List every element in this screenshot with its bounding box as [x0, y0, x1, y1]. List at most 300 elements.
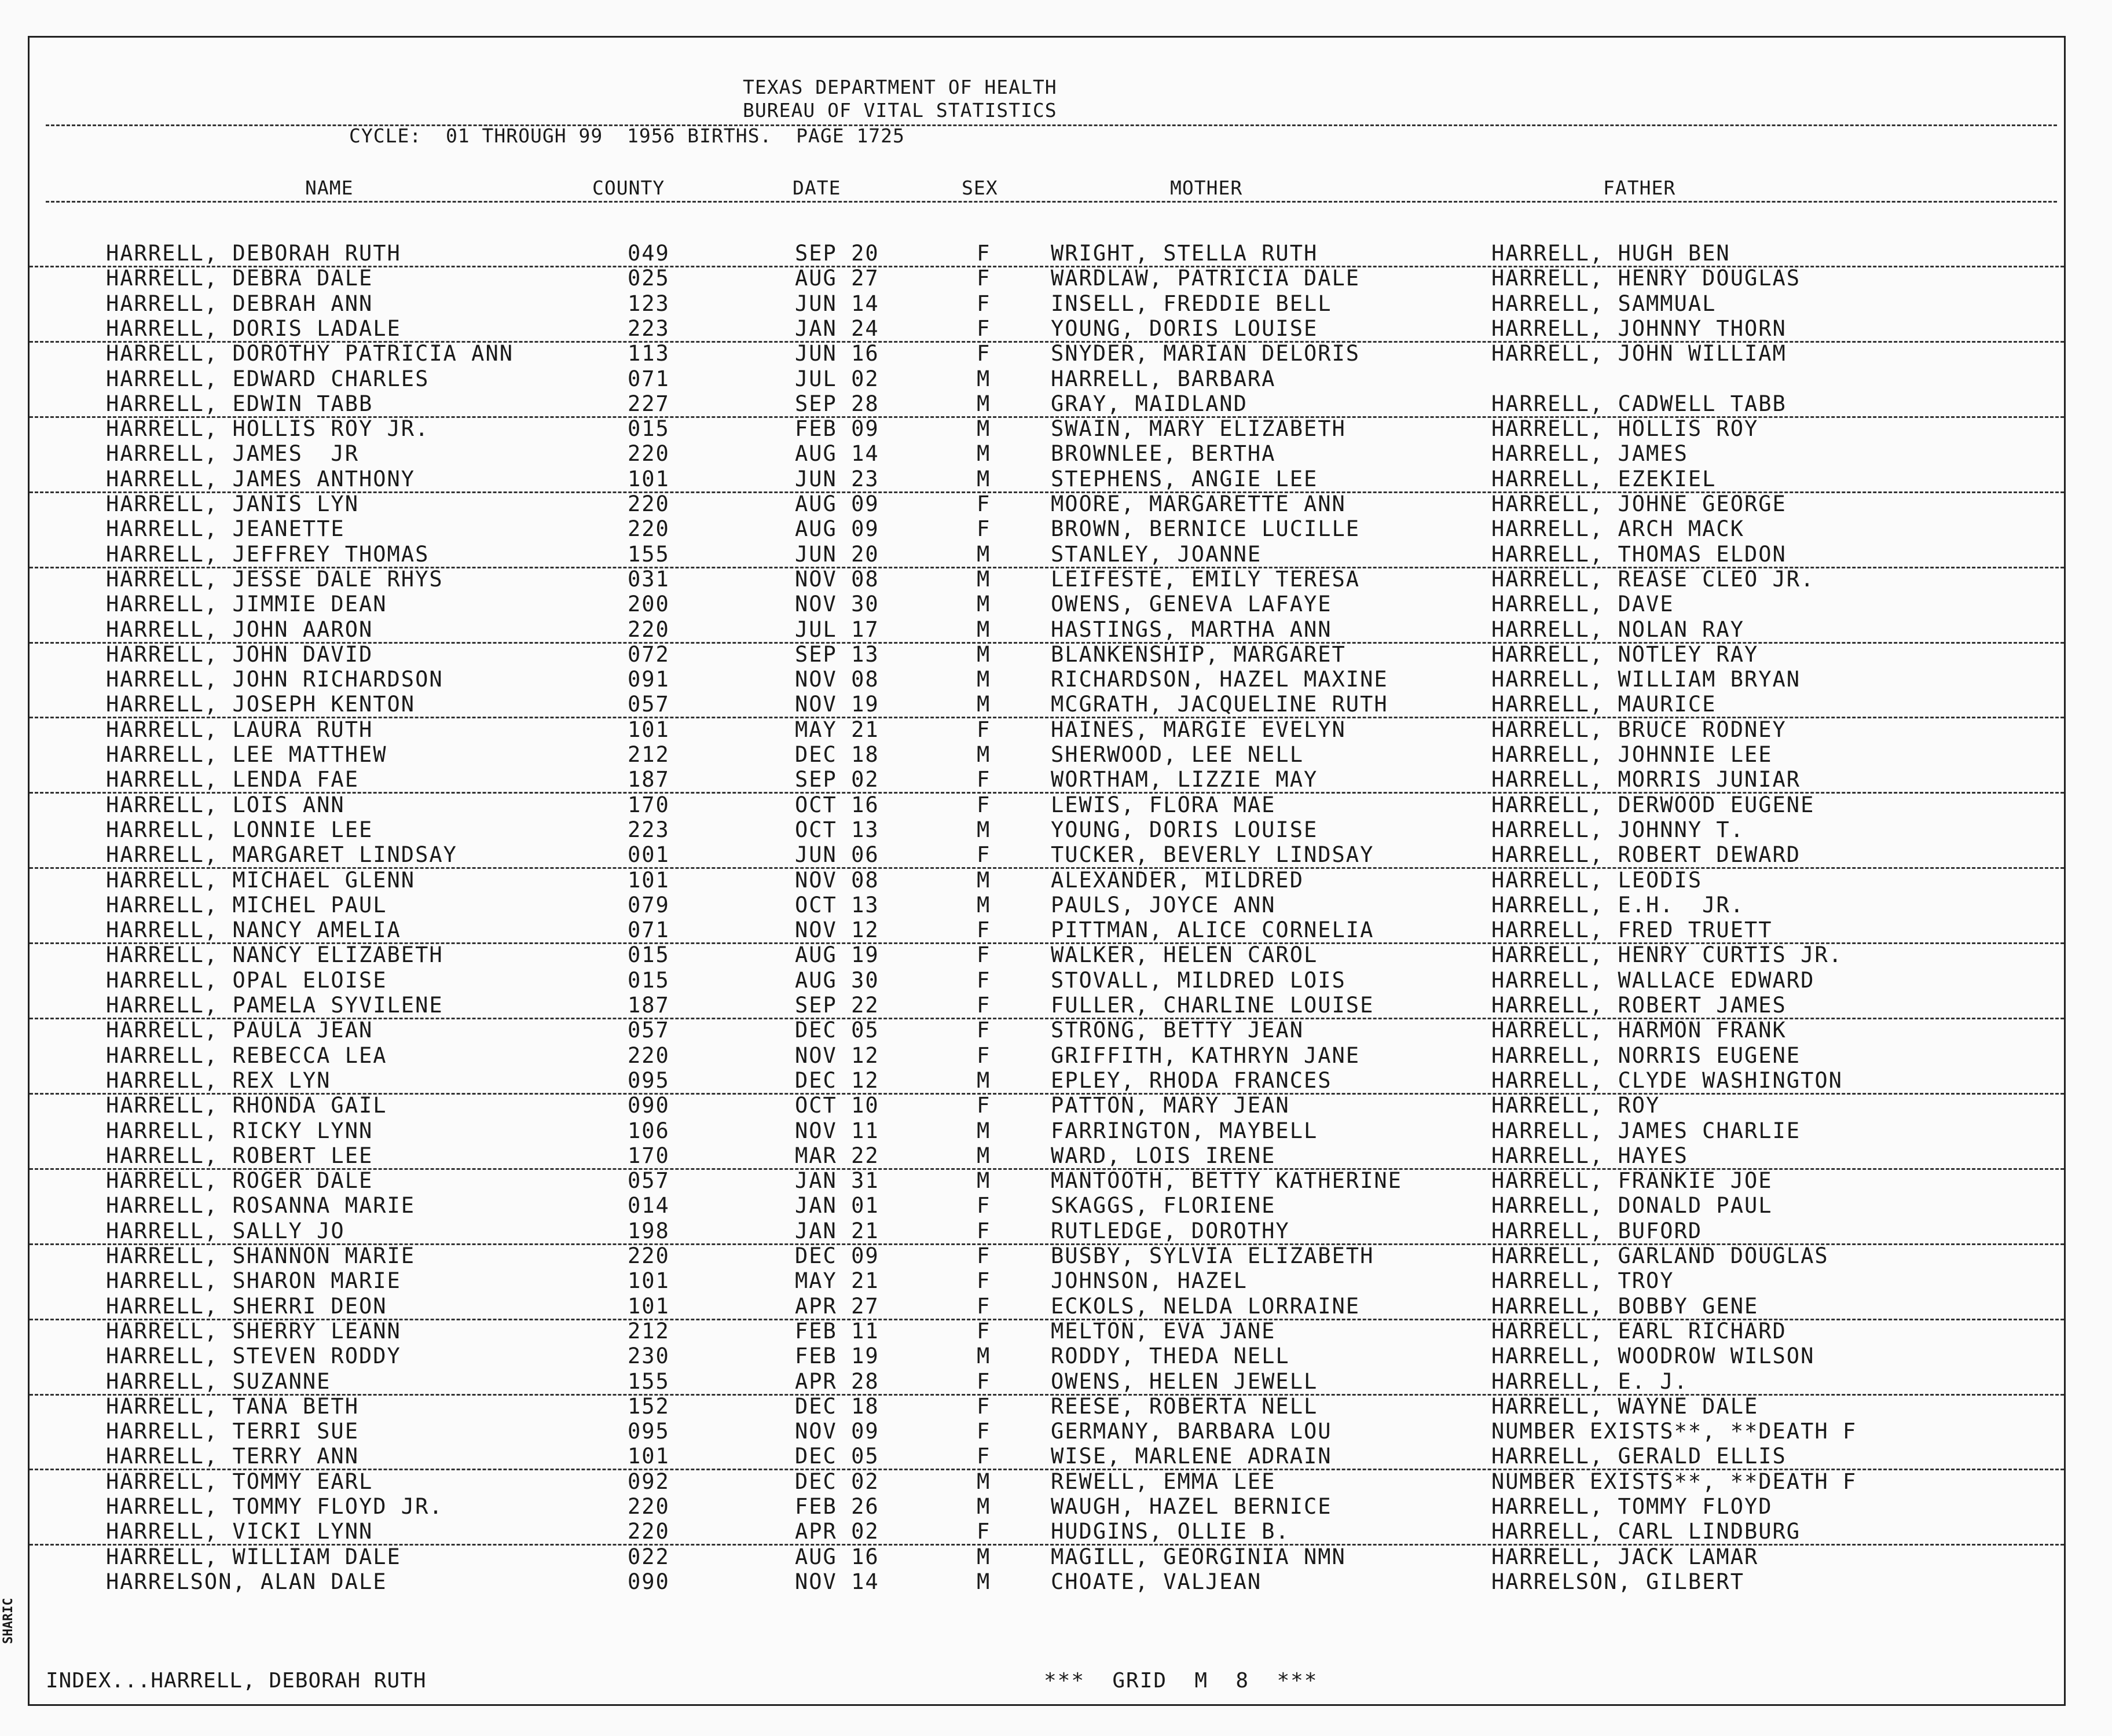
cell-name: HARRELL, JOHN AARON [106, 616, 373, 642]
cell-sex: F [977, 1193, 991, 1218]
cell-county: 200 [628, 592, 670, 617]
cell-name: HARRELL, MICHAEL GLENN [106, 867, 416, 893]
cell-date: FEB 19 [795, 1344, 879, 1369]
table-row [30, 567, 2064, 592]
cell-mother: WALKER, HELEN CAROL [1051, 942, 1318, 968]
table-row [30, 1294, 2064, 1320]
cell-sex: M [977, 1344, 991, 1369]
cell-mother: WRIGHT, STELLA RUTH [1051, 241, 1318, 266]
cell-name: HARRELL, VICKI LYNN [106, 1519, 373, 1544]
cell-date: DEC 05 [795, 1444, 879, 1469]
cell-date: NOV 12 [795, 917, 879, 943]
cell-father: HARRELL, WILLIAM BRYAN [1491, 667, 1801, 692]
cell-date: SEP 28 [795, 391, 879, 416]
cell-date: NOV 12 [795, 1043, 879, 1068]
table-row [30, 292, 2064, 316]
cell-county: 227 [628, 391, 670, 416]
table-row [30, 542, 2064, 568]
cell-date: AUG 16 [795, 1544, 879, 1569]
table-row [30, 918, 2064, 944]
cell-county: 230 [628, 1344, 670, 1369]
cell-date: FEB 11 [795, 1318, 879, 1344]
cell-father: HARRELL, CADWELL TABB [1491, 391, 1787, 416]
table-row [30, 1470, 2064, 1494]
cell-sex: F [977, 341, 991, 366]
cell-name: HARRELL, HOLLIS ROY JR. [106, 416, 430, 442]
cell-county: 072 [628, 641, 670, 667]
cell-mother: STRONG, BETTY JEAN [1051, 1018, 1304, 1043]
table-row [30, 1394, 2064, 1419]
cell-sex: M [977, 1143, 991, 1168]
cell-date: AUG 09 [795, 491, 879, 516]
cell-sex: F [977, 967, 991, 993]
cell-county: 212 [628, 1318, 670, 1344]
table-row [30, 1093, 2064, 1118]
cell-sex: M [977, 592, 991, 617]
cell-county: 152 [628, 1393, 670, 1419]
cell-date: MAY 21 [795, 717, 879, 742]
table-row [30, 943, 2064, 967]
cell-mother: SKAGGS, FLORIENE [1051, 1193, 1276, 1218]
table-row [30, 266, 2064, 291]
cell-sex: F [977, 315, 991, 341]
cell-father: HARRELL, JACK LAMAR [1491, 1544, 1759, 1569]
cell-sex: F [977, 1318, 991, 1344]
cell-date: MAR 22 [795, 1143, 879, 1168]
cell-county: 071 [628, 917, 670, 943]
cell-mother: SNYDER, MARIAN DELORIS [1051, 341, 1361, 366]
cell-county: 101 [628, 1293, 670, 1319]
table-row [30, 818, 2064, 842]
cell-county: 057 [628, 1018, 670, 1043]
cell-mother: HARRELL, BARBARA [1051, 366, 1276, 391]
column-header-rule [46, 201, 2057, 203]
cell-father: HARRELL, E.H. JR. [1491, 892, 1744, 917]
cell-father: HARRELL, JOHN WILLIAM [1491, 341, 1787, 366]
cell-date: JAN 31 [795, 1168, 879, 1194]
cell-county: 220 [628, 1519, 670, 1544]
header-line-1: TEXAS DEPARTMENT OF HEALTH [743, 76, 1057, 98]
table-row [30, 843, 2064, 869]
cell-county: 025 [628, 266, 670, 291]
cell-name: HARRELL, LONNIE LEE [106, 817, 373, 842]
table-row [30, 968, 2064, 993]
cell-date: MAY 21 [795, 1268, 879, 1294]
cell-name: HARRELSON, ALAN DALE [106, 1569, 387, 1594]
cell-date: JAN 01 [795, 1193, 879, 1218]
cell-father: HARRELL, DAVE [1491, 592, 1674, 617]
cell-mother: WAUGH, HAZEL BERNICE [1051, 1494, 1332, 1519]
cell-date: SEP 13 [795, 641, 879, 667]
header-line-2: BUREAU OF VITAL STATISTICS [743, 99, 1057, 122]
cell-county: 101 [628, 1444, 670, 1469]
cell-name: HARRELL, ROGER DALE [106, 1168, 373, 1194]
cell-name: HARRELL, TERRI SUE [106, 1419, 359, 1444]
cell-mother: GRIFFITH, KATHRYN JANE [1051, 1043, 1361, 1068]
table-row [30, 1069, 2064, 1095]
cell-father: HARRELL, EARL RICHARD [1491, 1318, 1787, 1344]
cell-sex: F [977, 516, 991, 542]
cell-father: HARRELL, HENRY DOUGLAS [1491, 266, 1801, 291]
table-row [30, 692, 2064, 718]
cell-date: AUG 09 [795, 516, 879, 542]
cell-date: AUG 30 [795, 967, 879, 993]
cell-father: HARRELL, LEODIS [1491, 867, 1703, 893]
cell-name: HARRELL, JAMES JR [106, 441, 359, 467]
cell-date: NOV 19 [795, 692, 879, 717]
cell-county: 057 [628, 692, 670, 717]
cell-county: 187 [628, 993, 670, 1018]
cell-date: NOV 08 [795, 566, 879, 592]
cell-mother: BROWN, BERNICE LUCILLE [1051, 516, 1361, 542]
cell-name: HARRELL, JESSE DALE RHYS [106, 566, 443, 592]
cell-sex: F [977, 1218, 991, 1243]
cell-county: 071 [628, 366, 670, 391]
cell-county: 090 [628, 1093, 670, 1118]
table-row [30, 618, 2064, 644]
cell-sex: F [977, 491, 991, 516]
cell-sex: F [977, 1519, 991, 1544]
cell-mother: HUDGINS, OLLIE B. [1051, 1519, 1290, 1544]
cell-name: HARRELL, RHONDA GAIL [106, 1093, 387, 1118]
cell-mother: WORTHAM, LIZZIE MAY [1051, 767, 1318, 792]
cell-date: NOV 08 [795, 667, 879, 692]
cell-county: 014 [628, 1193, 670, 1218]
cycle-line: CYCLE: 01 THROUGH 99 1956 BIRTHS. PAGE 1725 [349, 124, 905, 147]
cell-county: 101 [628, 867, 670, 893]
cell-county: 091 [628, 667, 670, 692]
cell-name: HARRELL, LEE MATTHEW [106, 742, 387, 767]
column-mother: MOTHER [1170, 177, 1243, 199]
cell-father: HARRELL, HENRY CURTIS JR. [1491, 942, 1843, 968]
cell-date: NOV 30 [795, 592, 879, 617]
table-row [30, 768, 2064, 794]
table-row [30, 1244, 2064, 1268]
cell-father: HARRELL, JAMES CHARLIE [1491, 1118, 1801, 1143]
cell-county: 220 [628, 516, 670, 542]
cell-father: NUMBER EXISTS**, **DEATH F [1491, 1419, 1857, 1444]
cell-mother: REWELL, EMMA LEE [1051, 1469, 1276, 1494]
table-row [30, 1570, 2064, 1594]
cell-name: HARRELL, ROBERT LEE [106, 1143, 373, 1168]
cell-father: HARRELL, BUFORD [1491, 1218, 1703, 1243]
cell-name: HARRELL, TOMMY EARL [106, 1469, 373, 1494]
cell-mother: HASTINGS, MARTHA ANN [1051, 616, 1332, 642]
cell-name: HARRELL, PAMELA SYVILENE [106, 993, 443, 1018]
cell-father: HARRELL, MAURICE [1491, 692, 1717, 717]
cell-sex: M [977, 1067, 991, 1093]
cell-father: HARRELL, EZEKIEL [1491, 466, 1717, 491]
cell-county: 187 [628, 767, 670, 792]
cell-sex: F [977, 241, 991, 266]
cell-father: HARRELL, BOBBY GENE [1491, 1293, 1759, 1319]
cell-sex: M [977, 416, 991, 442]
cell-name: HARRELL, SHANNON MARIE [106, 1243, 416, 1268]
cell-date: NOV 08 [795, 867, 879, 893]
footer-grid: *** GRID M 8 *** [1044, 1669, 1318, 1693]
cell-father: HARRELL, JOHNNIE LEE [1491, 742, 1773, 767]
cell-date: SEP 22 [795, 993, 879, 1018]
cell-name: HARRELL, JIMMIE DEAN [106, 592, 387, 617]
cell-father: HARRELL, NOTLEY RAY [1491, 641, 1759, 667]
table-row [30, 743, 2064, 767]
cell-sex: M [977, 1544, 991, 1569]
cell-county: 001 [628, 842, 670, 868]
cell-sex: F [977, 291, 991, 316]
cell-father: HARRELL, CLYDE WASHINGTON [1491, 1067, 1843, 1093]
cell-name: HARRELL, LOIS ANN [106, 792, 345, 817]
cell-mother: CHOATE, VALJEAN [1051, 1569, 1262, 1594]
cell-county: 155 [628, 541, 670, 567]
cell-county: 220 [628, 491, 670, 516]
table-row [30, 392, 2064, 418]
cell-county: 022 [628, 1544, 670, 1569]
cell-name: HARRELL, LAURA RUTH [106, 717, 373, 742]
cell-mother: WARDLAW, PATRICIA DALE [1051, 266, 1361, 291]
side-label: SHARIC [1, 1598, 16, 1644]
cell-father: HARRELSON, GILBERT [1491, 1569, 1744, 1594]
cell-sex: M [977, 441, 991, 467]
cell-mother: MCGRATH, JACQUELINE RUTH [1051, 692, 1388, 717]
table-row [30, 1319, 2064, 1344]
cell-father: HARRELL, GERALD ELLIS [1491, 1444, 1787, 1469]
cell-name: HARRELL, JOSEPH KENTON [106, 692, 416, 717]
cell-county: 220 [628, 1043, 670, 1068]
cell-date: APR 28 [795, 1368, 879, 1394]
cell-name: HARRELL, TANA BETH [106, 1393, 359, 1419]
cell-mother: PATTON, MARY JEAN [1051, 1093, 1290, 1118]
cell-sex: M [977, 566, 991, 592]
cell-name: HARRELL, JEANETTE [106, 516, 345, 542]
table-row [30, 993, 2064, 1019]
table-row [30, 667, 2064, 692]
cell-name: HARRELL, JOHN RICHARDSON [106, 667, 443, 692]
table-row [30, 1444, 2064, 1470]
cell-father: HARRELL, TROY [1491, 1268, 1674, 1294]
cell-father: HARRELL, FRANKIE JOE [1491, 1168, 1773, 1194]
cell-county: 015 [628, 967, 670, 993]
cell-mother: FULLER, CHARLINE LOUISE [1051, 993, 1374, 1018]
cell-date: NOV 09 [795, 1419, 879, 1444]
cell-father: HARRELL, E. J. [1491, 1368, 1688, 1394]
table-row [30, 1194, 2064, 1218]
header-rule [46, 124, 2057, 126]
cell-county: 095 [628, 1067, 670, 1093]
cell-father: HARRELL, TOMMY FLOYD [1491, 1494, 1773, 1519]
cell-date: AUG 14 [795, 441, 879, 467]
cell-father: HARRELL, THOMAS ELDON [1491, 541, 1787, 567]
table-row [30, 417, 2064, 441]
cell-county: 220 [628, 441, 670, 467]
cell-sex: F [977, 1419, 991, 1444]
cell-sex: M [977, 1569, 991, 1594]
cell-date: JUN 16 [795, 341, 879, 366]
cell-mother: SHERWOOD, LEE NELL [1051, 742, 1304, 767]
cell-date: JUN 20 [795, 541, 879, 567]
column-sex: SEX [962, 177, 998, 199]
cell-date: DEC 12 [795, 1067, 879, 1093]
cell-date: DEC 05 [795, 1018, 879, 1043]
cell-father: HARRELL, WALLACE EDWARD [1491, 967, 1815, 993]
cell-mother: ECKOLS, NELDA LORRAINE [1051, 1293, 1361, 1319]
table-row [30, 643, 2064, 667]
cell-father: HARRELL, JOHNNY THORN [1491, 315, 1787, 341]
cell-father: HARRELL, JOHNNY T. [1491, 817, 1744, 842]
cell-name: HARRELL, DEBRA DALE [106, 266, 373, 291]
cell-sex: F [977, 1293, 991, 1319]
cell-sex: M [977, 1494, 991, 1519]
cell-sex: F [977, 1043, 991, 1068]
cell-name: HARRELL, DEBRAH ANN [106, 291, 373, 316]
cell-name: HARRELL, JEFFREY THOMAS [106, 541, 430, 567]
table-row [30, 241, 2064, 267]
cell-county: 106 [628, 1118, 670, 1143]
table-row [30, 868, 2064, 893]
cell-name: HARRELL, ROSANNA MARIE [106, 1193, 416, 1218]
cell-date: AUG 27 [795, 266, 879, 291]
cell-sex: M [977, 1168, 991, 1194]
cell-date: JAN 24 [795, 315, 879, 341]
cell-sex: F [977, 1368, 991, 1394]
cell-county: 049 [628, 241, 670, 266]
column-date: DATE [793, 177, 841, 199]
cell-name: HARRELL, MICHEL PAUL [106, 892, 387, 917]
cell-date: SEP 20 [795, 241, 879, 266]
table-row [30, 1419, 2064, 1444]
cell-county: 170 [628, 1143, 670, 1168]
cell-sex: F [977, 1093, 991, 1118]
cell-mother: REESE, ROBERTA NELL [1051, 1393, 1318, 1419]
cell-father: HARRELL, CARL LINDBURG [1491, 1519, 1801, 1544]
cell-date: DEC 18 [795, 742, 879, 767]
cell-sex: M [977, 366, 991, 391]
cell-date: OCT 16 [795, 792, 879, 817]
cell-sex: F [977, 842, 991, 868]
cell-date: NOV 14 [795, 1569, 879, 1594]
cell-county: 015 [628, 416, 670, 442]
cell-date: JUL 17 [795, 616, 879, 642]
table-row [30, 1344, 2064, 1368]
table-row [30, 592, 2064, 616]
table-row [30, 1219, 2064, 1245]
cell-date: DEC 18 [795, 1393, 879, 1419]
table-row [30, 1169, 2064, 1193]
cell-father: HARRELL, ARCH MACK [1491, 516, 1744, 542]
cell-mother: OWENS, HELEN JEWELL [1051, 1368, 1318, 1394]
cell-mother: MOORE, MARGARETTE ANN [1051, 491, 1346, 516]
cell-name: HARRELL, DORIS LADALE [106, 315, 401, 341]
cell-county: 101 [628, 1268, 670, 1294]
cell-county: 223 [628, 315, 670, 341]
cell-mother: JOHNSON, HAZEL [1051, 1268, 1248, 1294]
cell-date: SEP 02 [795, 767, 879, 792]
table-row [30, 1044, 2064, 1068]
cell-date: NOV 11 [795, 1118, 879, 1143]
table-row [30, 317, 2064, 343]
cell-mother: GERMANY, BARBARA LOU [1051, 1419, 1332, 1444]
cell-sex: F [977, 1393, 991, 1419]
cell-father: HARRELL, DERWOOD EUGENE [1491, 792, 1815, 817]
table-row [30, 1495, 2064, 1519]
cell-mother: BLANKENSHIP, MARGARET [1051, 641, 1346, 667]
cell-sex: F [977, 1268, 991, 1294]
document-frame [28, 36, 2066, 1706]
cell-father: HARRELL, HUGH BEN [1491, 241, 1730, 266]
cell-date: OCT 10 [795, 1093, 879, 1118]
cell-mother: SWAIN, MARY ELIZABETH [1051, 416, 1346, 442]
cell-name: HARRELL, PAULA JEAN [106, 1018, 373, 1043]
column-county: COUNTY [592, 177, 665, 199]
cell-name: HARRELL, REX LYN [106, 1067, 331, 1093]
cell-name: HARRELL, NANCY ELIZABETH [106, 942, 443, 968]
cell-county: 090 [628, 1569, 670, 1594]
cell-name: HARRELL, EDWIN TABB [106, 391, 373, 416]
cell-mother: STOVALL, MILDRED LOIS [1051, 967, 1346, 993]
cell-date: JUL 02 [795, 366, 879, 391]
cell-county: 057 [628, 1168, 670, 1194]
cell-mother: MANTOOTH, BETTY KATHERINE [1051, 1168, 1402, 1194]
cell-name: HARRELL, RICKY LYNN [106, 1118, 373, 1143]
cell-name: HARRELL, STEVEN RODDY [106, 1344, 401, 1369]
cell-father: HARRELL, GARLAND DOUGLAS [1491, 1243, 1829, 1268]
cell-sex: M [977, 892, 991, 917]
cell-county: 031 [628, 566, 670, 592]
cell-mother: EPLEY, RHODA FRANCES [1051, 1067, 1332, 1093]
cell-father: HARRELL, HAYES [1491, 1143, 1688, 1168]
cell-sex: F [977, 917, 991, 943]
cell-name: HARRELL, TOMMY FLOYD JR. [106, 1494, 443, 1519]
cell-mother: LEWIS, FLORA MAE [1051, 792, 1276, 817]
cell-date: FEB 26 [795, 1494, 879, 1519]
cell-county: 079 [628, 892, 670, 917]
table-row [30, 793, 2064, 817]
cell-father: HARRELL, JOHNE GEORGE [1491, 491, 1787, 516]
cell-sex: M [977, 817, 991, 842]
table-row [30, 1119, 2064, 1143]
cell-county: 170 [628, 792, 670, 817]
cell-mother: YOUNG, DORIS LOUISE [1051, 817, 1318, 842]
table-row [30, 442, 2064, 466]
cell-mother: WARD, LOIS IRENE [1051, 1143, 1276, 1168]
table-row [30, 367, 2064, 391]
cell-date: JUN 23 [795, 466, 879, 491]
cell-name: HARRELL, JANIS LYN [106, 491, 359, 516]
cell-father: HARRELL, BRUCE RODNEY [1491, 717, 1787, 742]
cell-father: HARRELL, NOLAN RAY [1491, 616, 1744, 642]
cell-date: DEC 09 [795, 1243, 879, 1268]
cell-father: HARRELL, WOODROW WILSON [1491, 1344, 1815, 1369]
table-row [30, 492, 2064, 516]
cell-sex: F [977, 767, 991, 792]
cell-sex: M [977, 391, 991, 416]
cell-date: AUG 19 [795, 942, 879, 968]
cell-county: 092 [628, 1469, 670, 1494]
cell-date: OCT 13 [795, 817, 879, 842]
cell-date: APR 27 [795, 1293, 879, 1319]
cell-county: 015 [628, 942, 670, 968]
cell-name: HARRELL, DEBORAH RUTH [106, 241, 401, 266]
cell-county: 101 [628, 466, 670, 491]
cell-mother: ALEXANDER, MILDRED [1051, 867, 1304, 893]
cell-father: HARRELL, ROBERT JAMES [1491, 993, 1787, 1018]
table-row [30, 1144, 2064, 1170]
cell-name: HARRELL, SHERRI DEON [106, 1293, 387, 1319]
cell-sex: F [977, 792, 991, 817]
cell-county: 101 [628, 717, 670, 742]
cell-mother: HAINES, MARGIE EVELYN [1051, 717, 1346, 742]
cell-mother: PITTMAN, ALICE CORNELIA [1051, 917, 1374, 943]
table-row [30, 718, 2064, 742]
